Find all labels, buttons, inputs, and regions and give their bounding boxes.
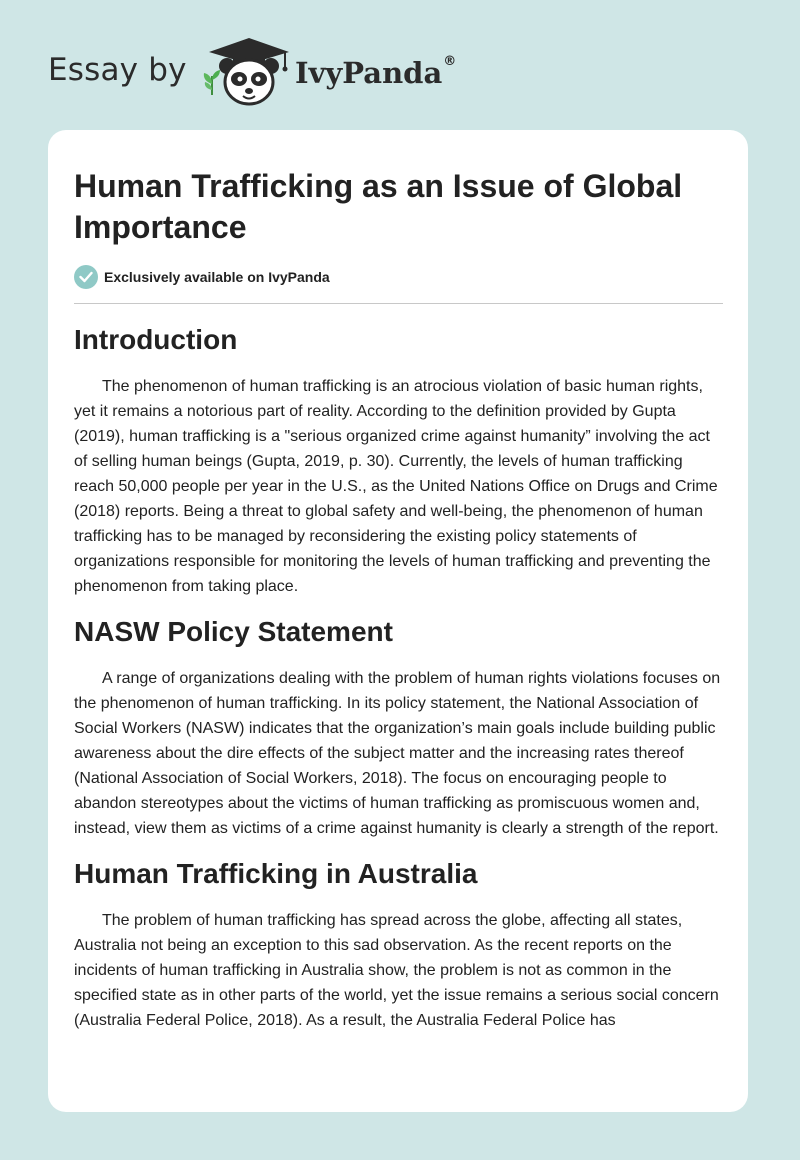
- section-heading-introduction: Introduction: [74, 324, 238, 355]
- section-heading-nasw: NASW Policy Statement: [74, 616, 393, 647]
- exclusive-badge: [74, 264, 330, 290]
- section-text-introduction: The phenomenon of human trafficking is an atrocious violation of basic human rights, yet it remains a notorious part of reality. According to the definition provided by Gupta (2019), human trafficking is a "serious organized crime against humanity” involving the act of selling human beings (Gupta, 2019, p. 30). Currently, the levels of human trafficking reach 50,000 people per year in the U.S., as the United Nations Office on Drugs and Crime (2018) reports. Being a threat to global safety and well-being, the phenomenon of human trafficking has to be managed by reconsidering the existing policy statements of organizations responsible for monitoring the levels of human trafficking and preventing the phenomenon from taking place.: [74, 378, 718, 595]
- page-title: Human Trafficking as an Issue of Global Importance: [74, 168, 683, 245]
- registered-mark: ®: [443, 54, 457, 69]
- panda-graduate-icon: [207, 36, 291, 108]
- check-icon: [74, 265, 98, 289]
- brand-name[interactable]: IvyPanda®: [295, 54, 457, 90]
- essay-card: [48, 130, 748, 1112]
- badge-label: Exclusively available on IvyPanda: [104, 269, 330, 285]
- section-text-australia: The problem of human trafficking has spread across the globe, affecting all states, Australia not being an exception to this sad observation. As the recent reports on the incidents of human trafficking in Australia show, the problem is not as common in the specified state as in other parts of the world, yet the issue remains a serious social concern (Australia Federal Police, 2018). As a result, the Australia Federal Police has: [74, 912, 719, 1029]
- essay-by-label: Essay by: [48, 52, 187, 88]
- article-body: [74, 322, 726, 1048]
- divider: [74, 303, 723, 304]
- section-heading-australia: Human Trafficking in Australia: [74, 858, 478, 889]
- section-text-nasw: A range of organizations dealing with the problem of human rights violations focuses on the phenomenon of human trafficking. In its policy statement, the National Association of Social Workers (NASW) indicates that the organization’s main goals include building public awareness about the dire effects of the subject matter and the increasing rates thereof (National Association of Social Workers, 2018). The focus on encouraging people to abandon stereotypes about the victims of human trafficking as promiscuous women and, instead, view them as victims of a crime against humanity is clearly a strength of the report.: [74, 670, 721, 837]
- site-header: [0, 0, 800, 130]
